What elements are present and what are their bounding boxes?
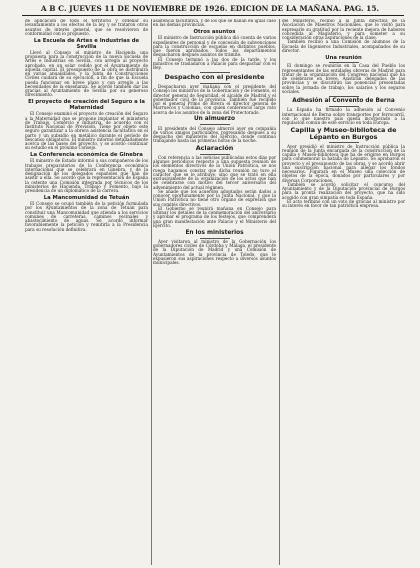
paragraph: El Consejo examinó el proyecto de creación del Seguro a la Maternidad que se propone implantar el ministerio de Trabajo, Comercio e Industria, de acuerdo con el Instituto Nacional de Previsión. Tiene por objeto este seguro garantizar a la obrera asistencia facultativa en el parto y un subsidio en metálico durante el período de descanso obligatorio. El ministro informó detalladamente acerca de las bases del proyecto, y se acordó continuar su estudio en el próximo Consejo. [25,111,148,151]
paragraph: El Consejo terminó a las dos de la tarde, y los ministros se trasladaron a Palacio para despachar con el Rey. [153,56,276,71]
section-heading: Capilla y Museo-biblioteca de Lépanto en Burgos [290,125,397,141]
paragraph: Despacharon ayer mañana con el presidente del Consejo los ministros de la Gobernación y de Fomento, el director general de Seguridad, el alcalde de Madrid y el gobernador civil de la provincia. También fué recibido por el general Primo de Rivera el director general de Marruecos y Colonias, con quien conferenció largo rato acerca de los asuntos de la zona del Protectorado. [153,84,276,115]
column-1 [25,19,148,567]
paragraph: El ministro de Estado informó a sus compañeros de los trabajos preparatorios de la Conferencia económica internacional que se celebrará en Ginebra, y de la designación de los delegados españoles que han de asistir a ella. Se acordó que la representación de España la ostente una Comisión integrada por técnicos de los ministerios de Hacienda, Trabajo y Fomento, bajo la presidencia de un diplomático de la carrera. [25,158,148,194]
paragraph: Ayer presidió el ministro de Instrucción pública la reunión de la Junta encargada de la construcción de la capilla y Museo-biblioteca que ha de erigirse en Burgos para conmemorar la batalla de Lepanto. Se aprobaron el proyecto y el presupuesto de las obras, y se acordó abrir una suscripción nacional para allegar los fondos necesarios. Figurará en el Museo una colección de objetos de la época, donados por particulares y por diversas Corporaciones. [282,143,405,183]
section-rule [329,96,359,97]
paragraph: El acto terminó con un voto de gracias al ministro por su interés en favor de tan patriótica empresa. [282,198,405,209]
paragraph: También recibió a una Comisión de alumnos de la Escuela de Ingenieros Industriales, acompañados de su director. [282,39,405,53]
section-heading: Una reunión [325,54,362,61]
paragraph: También se acordó solicitar el concurso del Ayuntamiento y de la Diputación provincial de Burgos para la pronta realización del proyecto, que ha sido acogido con gran simpatía en toda España. [282,181,405,200]
paragraph: Llevó al Consejo el ministro de Hacienda una propuesta para la construcción de la nueva Escuela de Artes e Industrias en Sevilla, con arreglo al proyecto aprobado, en un solar cedido por el Ayuntamiento de aquella capital. El presupuesto de la obra se distribuirá en varias anualidades, y la Junta de Construcciones Civiles cuidará de su ejecución, a fin de que la Escuela pueda funcionar en breve plazo y con arreglo a las necesidades de la enseñanza. Se acordó también dar las gracias al Ayuntamiento de Sevilla por su generoso ofrecimiento. [25,49,148,98]
paragraph: del Ministerio, recibió a la Junta directiva de la Asociación de Maestros Nacionales, que le visitó para expresarle su gratitud por la reciente mejora de haberes concedida al Magisterio, y para someter a su consideración otras aspiraciones de la clase. [282,19,405,40]
page-header: A B C. JUEVES 11 DE NOVIEMBRE DE 1926. EDICION DE LA MAÑANA. PAG. 15. [40,4,380,13]
column-3 [282,19,405,565]
section-heading: Aclaración [195,144,234,153]
paragraph: de aplicación de todo el territorio y ordenar su levantamiento a los efectos de la ley, y se trataron otros asuntos de interés general, que se resolvieron de conformidad con lo propuesto. [25,19,148,36]
paragraph: Ayer visitaron al ministro de la Gobernación los gobernadores civiles de Córdoba y Málaga, el presidente de la Diputación de Madrid y una Comisión de Ayuntamientos de la provincia de Toledo, que le expusieron sus aspiraciones respecto a diversos asuntos municipales. [153,238,276,266]
paragraph: El Consejo se ocupó también de la petición formulada por los Ayuntamientos de la zona de Tetuán para constituir una Mancomunidad que atienda a los servicios comunes de carreteras, caminos vecinales y abastecimiento de aguas. Se acordó informar favorablemente la petición y remitirla a la Presidencia para su resolución definitiva. [25,201,148,232]
paragraph: El ministro de Instrucción pública dió cuenta de varios expedientes de personal y de concesión de subvenciones para la construcción de escuelas en distintos pueblos, que fueron aprobados. Todos los departamentos despacharon después asuntos de trámite. [153,35,276,58]
section-heading: Un almuerzo [193,116,236,123]
section-heading: La Conferencia económica de Ginebra [30,152,143,159]
section-heading: Despacho con el presidente [164,73,265,82]
paragraph: Se añade que los acuerdos adoptados serán dados a conocer oportunamente por la Junta Nacional, y que la Unión Patriótica no tiene otro órgano de expresión que sus comités directivos. [153,188,276,207]
header-rule [22,15,404,16]
section-heading: El proyecto de creación del Seguro a la Maternidad [28,99,145,112]
section-heading: En los ministerios [185,229,244,236]
column-2 [153,19,276,567]
paragraph: El presidente del Consejo almorzó ayer en compañía de varios amigos particulares, regresando después a su despacho del ministerio del Ejército, donde continuó trabajando hasta las primeras horas de la noche. [153,125,276,144]
column-separator [151,19,152,565]
section-heading: La Escuela de Artes e Industrias de Sevilla [33,37,140,50]
paragraph: asistencia facultativa, y de los que se hallan en igual caso en las demás provincias. [153,19,276,28]
paragraph: El domingo se reunirán en la Casa del Pueblo los representantes de las entidades obreras de Madrid para tratar de la organización del Congreso nacional que ha de celebrarse en breve. Asistirán delegados de las provincias y se discutirán las ponencias presentadas sobre la jornada de trabajo, los salarios y los seguros sociales. [282,63,405,94]
section-heading: Adhesión al Convento de Berna [292,98,395,105]
section-heading: La Mancomunidad de Tetuán [43,194,130,201]
paragraph: El Gobierno se reunirá mañana en Consejo para ultimar los detalles de la conmemoración del aniversario y aprobar el programa de los festejos, que comprenderá una gran manifestación ante Palacio y el Ministerio del Ejército. [153,205,276,228]
section-heading: Otros asuntos [193,29,236,36]
column-separator [279,19,280,565]
paragraph: La España ha firmado la adhesión al Convenio internacional de Berna sobre transportes por ferrocarril, con lo que nuestro país queda incorporado a la regulación común de este servicio en toda Europa. [282,107,405,126]
paragraph: Con referencia a las noticias publicadas estos días por algunos periódicos respecto a una supuesta reunión de los elementos directivos de la Unión Patriótica, se nos ruega hagamos constar que dicha reunión no tuvo el carácter que se le atribuye, sino que se trató en ella exclusivamente de la organización de los actos que han de celebrarse con motivo del tercer aniversario del advenimiento del actual régimen. [153,154,276,190]
